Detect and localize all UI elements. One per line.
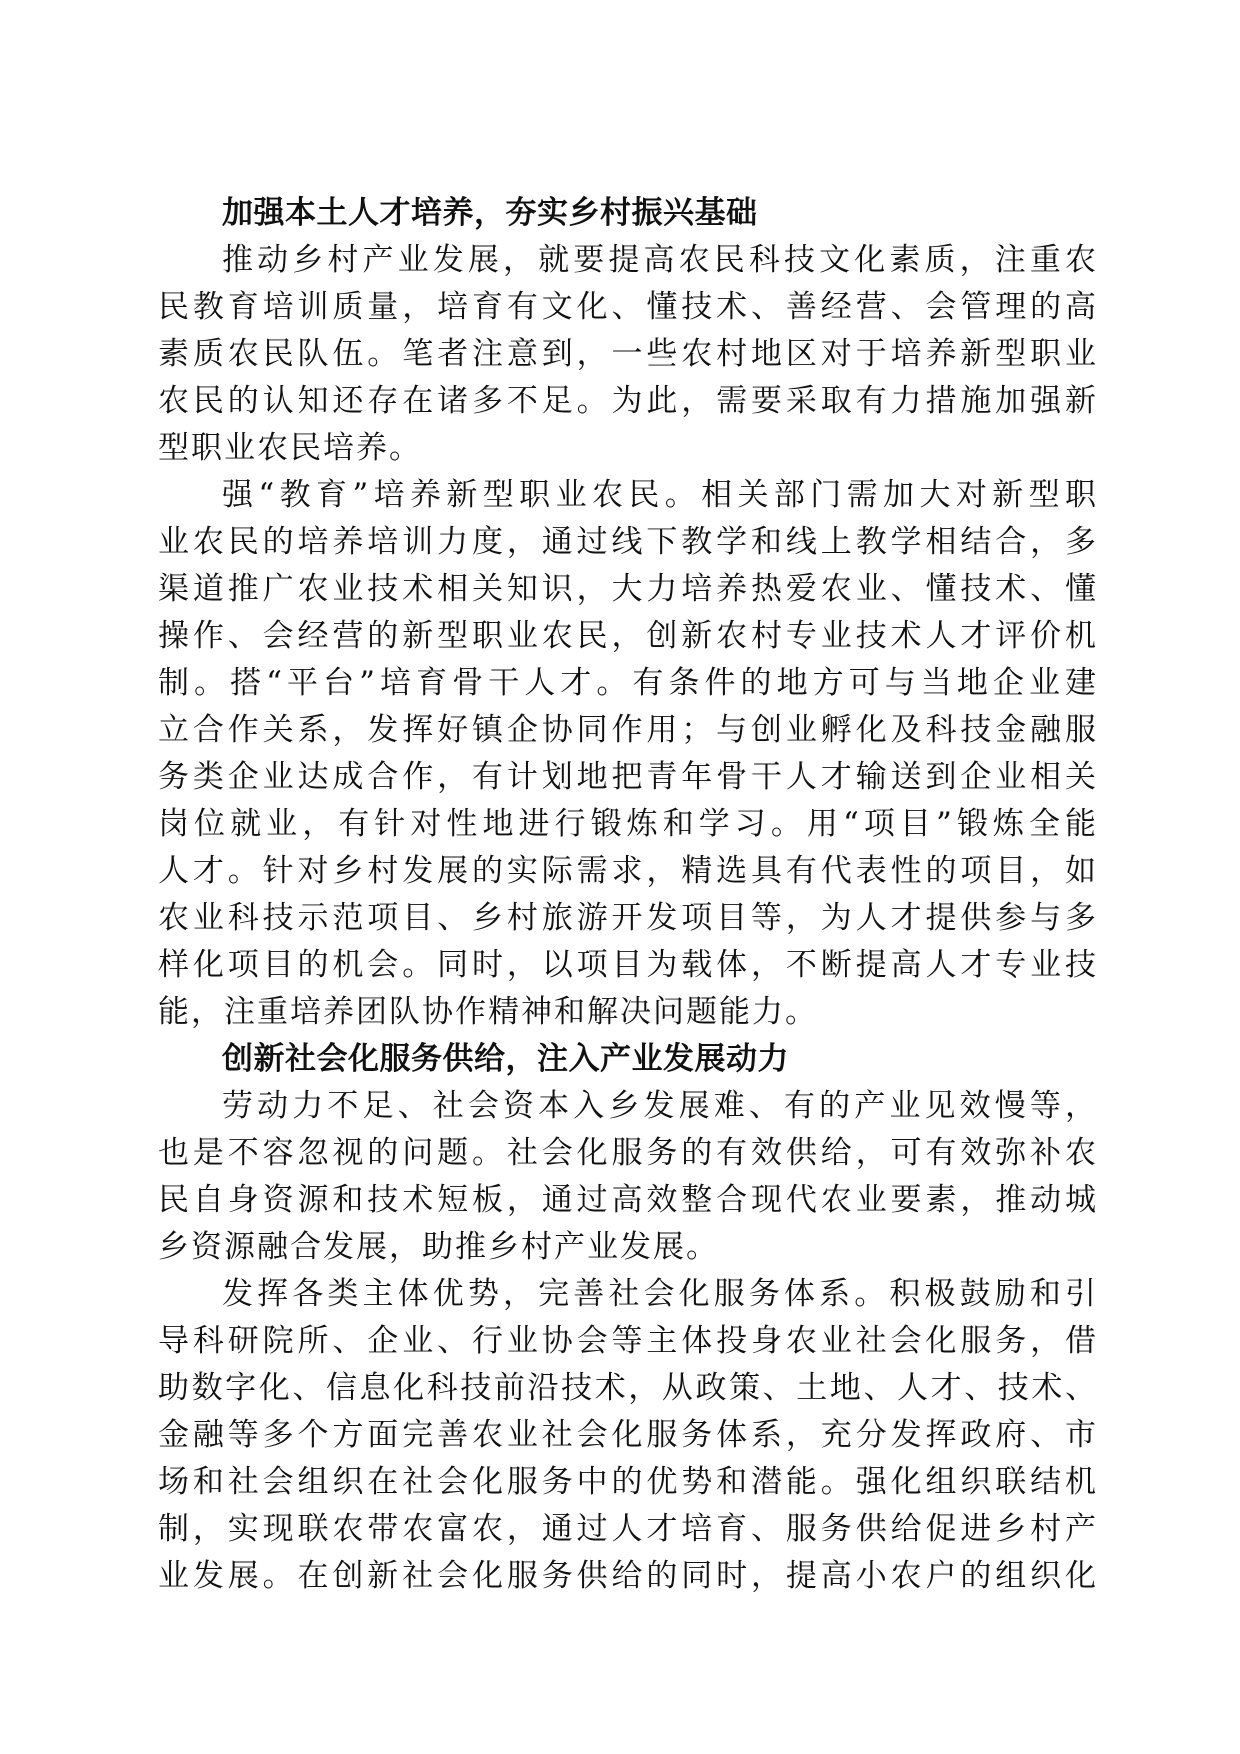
paragraph — [158, 1271, 1098, 1600]
text-line: 农民的认知还存在诸多不足。为此，需要采取有力措施加强新 — [158, 383, 1098, 419]
text-line: 助数字化、信息化科技前沿技术，从政策、土地、人才、技术、 — [158, 1370, 1098, 1406]
text-line: 制。搭“平台”培育骨干人才。有条件的地方可与当地企业建 — [158, 665, 1098, 701]
text-line: 也是不容忽视的问题。社会化服务的有效供给，可有效弥补农 — [158, 1135, 1098, 1171]
paragraph — [158, 1083, 1098, 1271]
text-line: 务类企业达成合作，有计划地把青年骨干人才输送到企业相关 — [158, 759, 1098, 795]
text-line: 业农民的培养培训力度，通过线下教学和线上教学相结合，多 — [158, 524, 1098, 560]
section-heading-talent: 加强本土人才培养，夯实乡村振兴基础 — [222, 195, 758, 231]
text-line: 推动乡村产业发展，就要提高农民科技文化素质，注重农 — [222, 242, 1098, 278]
text-line: 业发展。在创新社会化服务供给的同时，提高小农户的组织化 — [158, 1558, 1098, 1594]
text-line: 操作、会经营的新型职业农民，创新农村专业技术人才评价机 — [158, 618, 1098, 654]
text-line: 乡资源融合发展，助推乡村产业发展。 — [158, 1229, 719, 1265]
text-line: 强“教育”培养新型职业农民。相关部门需加大对新型职 — [222, 477, 1098, 513]
text-line: 岗位就业，有针对性地进行锻炼和学习。用“项目”锻炼全能 — [158, 806, 1098, 842]
paragraph — [158, 237, 1098, 472]
text-line: 劳动力不足、社会资本入乡发展难、有的产业见效慢等， — [222, 1088, 1098, 1124]
text-line: 人才。针对乡村发展的实际需求，精选具有代表性的项目，如 — [158, 853, 1098, 889]
text-line: 制，实现联农带农富农，通过人才培育、服务供给促进乡村产 — [158, 1511, 1098, 1547]
text-line: 农业科技示范项目、乡村旅游开发项目等，为人才提供参与多 — [158, 900, 1098, 936]
text-line: 素质农民队伍。笔者注意到，一些农村地区对于培养新型职业 — [158, 336, 1098, 372]
text-line: 渠道推广农业技术相关知识，大力培养热爱农业、懂技术、懂 — [158, 571, 1098, 607]
text-line: 场和社会组织在社会化服务中的优势和潜能。强化组织联结机 — [158, 1464, 1098, 1500]
text-line: 民教育培训质量，培育有文化、懂技术、善经营、会管理的高 — [158, 289, 1098, 325]
paragraph — [158, 472, 1098, 1036]
text-line: 金融等多个方面完善农业社会化服务体系，充分发挥政府、市 — [158, 1417, 1098, 1453]
text-line: 立合作关系，发挥好镇企协同作用；与创业孵化及科技金融服 — [158, 712, 1098, 748]
text-line: 样化项目的机会。同时，以项目为载体，不断提高人才专业技 — [158, 947, 1098, 983]
text-line: 能，注重培养团队协作精神和解决问题能力。 — [158, 994, 818, 1030]
text-line: 民自身资源和技术短板，通过高效整合现代农业要素，推动城 — [158, 1182, 1098, 1218]
text-line: 发挥各类主体优势，完善社会化服务体系。积极鼓励和引 — [222, 1276, 1098, 1312]
text-line: 型职业农民培养。 — [158, 430, 422, 466]
document-page — [158, 190, 1098, 1600]
section-heading-services: 创新社会化服务供给，注入产业发展动力 — [222, 1041, 789, 1077]
text-line: 导科研院所、企业、行业协会等主体投身农业社会化服务，借 — [158, 1323, 1098, 1359]
